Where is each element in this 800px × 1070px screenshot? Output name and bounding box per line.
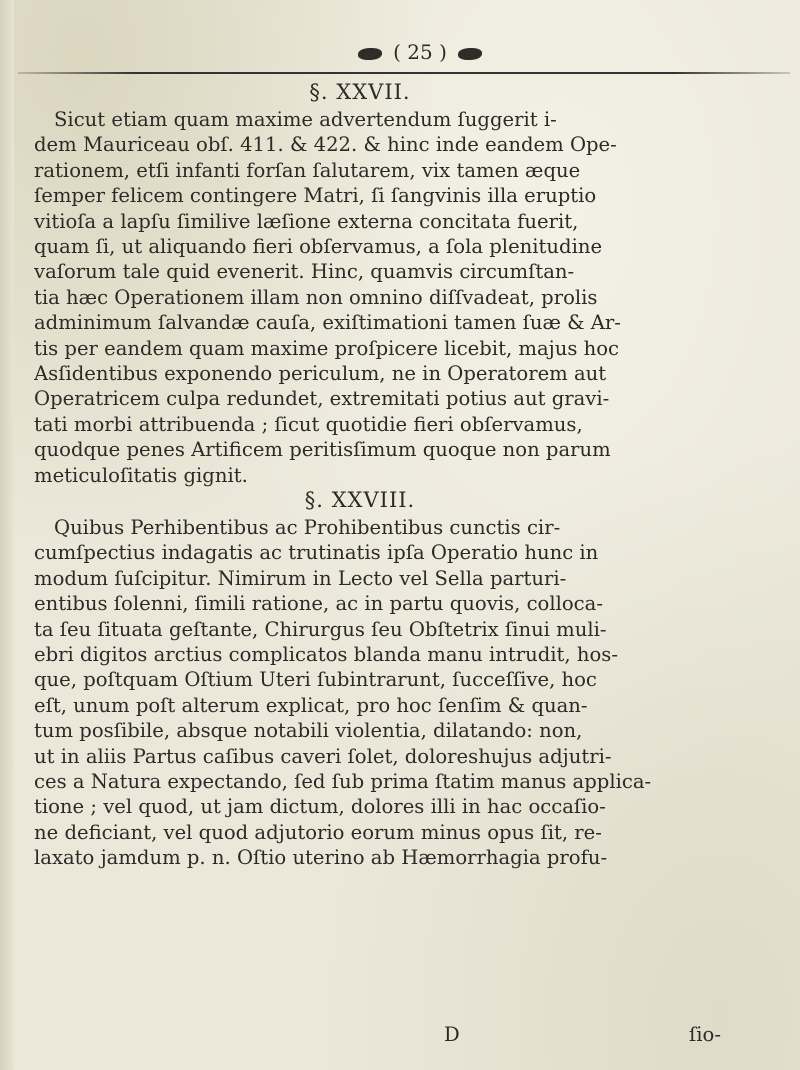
signature-mark: D xyxy=(444,1023,460,1046)
text-line: ſemper felicem contingere Matri, ſi ſangvinis illa eruptio xyxy=(34,184,597,208)
section-heading-28: §. XXVIII. xyxy=(304,488,416,512)
section-27-body xyxy=(34,107,794,488)
catchword: ſio- xyxy=(689,1023,721,1046)
text-line: ne deficiant, vel quod adjutorio eorum minus opus ſit, re- xyxy=(34,820,602,844)
section-28-body xyxy=(34,515,794,871)
running-header xyxy=(60,40,780,70)
text-line: cumſpectius indagatis ac trutinatis ipſa Operatio hunc in xyxy=(34,541,599,565)
text-line: Operatricem culpa redundet, extremitati potius aut gravi- xyxy=(34,387,610,411)
text-line: ta ſeu ſituata geſtante, Chirurgus ſeu Obſtetrix ſinui muli- xyxy=(34,617,607,641)
text-line: tum posſibile, absque notabili violentia, dilatando: non, xyxy=(34,719,583,743)
text-line: ut in aliis Partus caſibus caveri ſolet, doloreshujus adjutri- xyxy=(34,744,612,768)
text-line: Sicut etiam quam maxime advertendum ſuggerit i- xyxy=(54,108,557,131)
text-line: entibus ſolenni, ſimili ratione, ac in partu quovis, colloca- xyxy=(34,592,603,616)
ornament-left-icon xyxy=(358,48,382,60)
text-line: eſt, unum poſt alterum explicat, pro hoc ſenſim & quan- xyxy=(34,693,588,717)
text-line: ebri digitos arctius complicatos blanda manu intrudit, hos- xyxy=(34,643,618,667)
text-line: rationem, etſi infanti forſan ſalutarem, vix tamen æque xyxy=(34,158,581,182)
text-line: tia hæc Operationem illam non omnino diſſvadeat, prolis xyxy=(34,285,598,309)
text-line: vitioſa a lapſu ſimilive læſione externa concitata fuerit, xyxy=(34,209,579,233)
page-binding-edge xyxy=(0,0,14,1070)
text-line: meticuloſitatis gignit. xyxy=(34,463,248,487)
page-number: ( 25 ) xyxy=(393,40,447,64)
text-line: Asſidentibus exponendo periculum, ne in Operatorem aut xyxy=(34,362,607,386)
text-line: tis per eandem quam maxime proſpicere licebit, majus hoc xyxy=(34,336,620,360)
text-line: Quibus Perhibentibus ac Prohibentibus cunctis cir- xyxy=(54,516,561,539)
text-line: tati morbi attribuenda ; ſicut quotidie fieri obſervamus, xyxy=(34,412,583,436)
text-line: ces a Natura expectando, ſed ſub prima ſtatim manus applica- xyxy=(34,770,652,794)
ornament-right-icon xyxy=(458,48,482,60)
text-line: quam ſi, ut aliquando fieri obſervamus, a ſola plenitudine xyxy=(34,235,603,259)
text-line: que, poſtquam Oſtium Uteri ſubintrarunt, ſucceſſive, hoc xyxy=(34,668,597,692)
text-line: adminimum ſalvandæ cauſa, exiſtimationi tamen ſuæ & Ar- xyxy=(34,311,621,335)
text-line: tione ; vel quod, ut jam dictum, dolores illi in hac occaſio- xyxy=(34,795,606,819)
page-footer xyxy=(34,1023,794,1049)
text-line: dem Mauriceau obſ. 411. & 422. & hinc inde eandem Ope- xyxy=(34,133,617,157)
section-heading-27: §. XXVII. xyxy=(309,80,411,104)
text-line: quodque penes Artificem peritisſimum quoque non parum xyxy=(34,438,611,462)
text-line: vaſorum tale quid evenerit. Hinc, quamvis circumſtan- xyxy=(34,260,575,284)
header-rule xyxy=(18,72,790,74)
text-line: laxato jamdum p. n. Oſtio uterino ab Hæmorrhagia profu- xyxy=(34,846,608,870)
text-line: modum ſuſcipitur. Nimirum in Lecto vel Sella parturi- xyxy=(34,566,567,590)
